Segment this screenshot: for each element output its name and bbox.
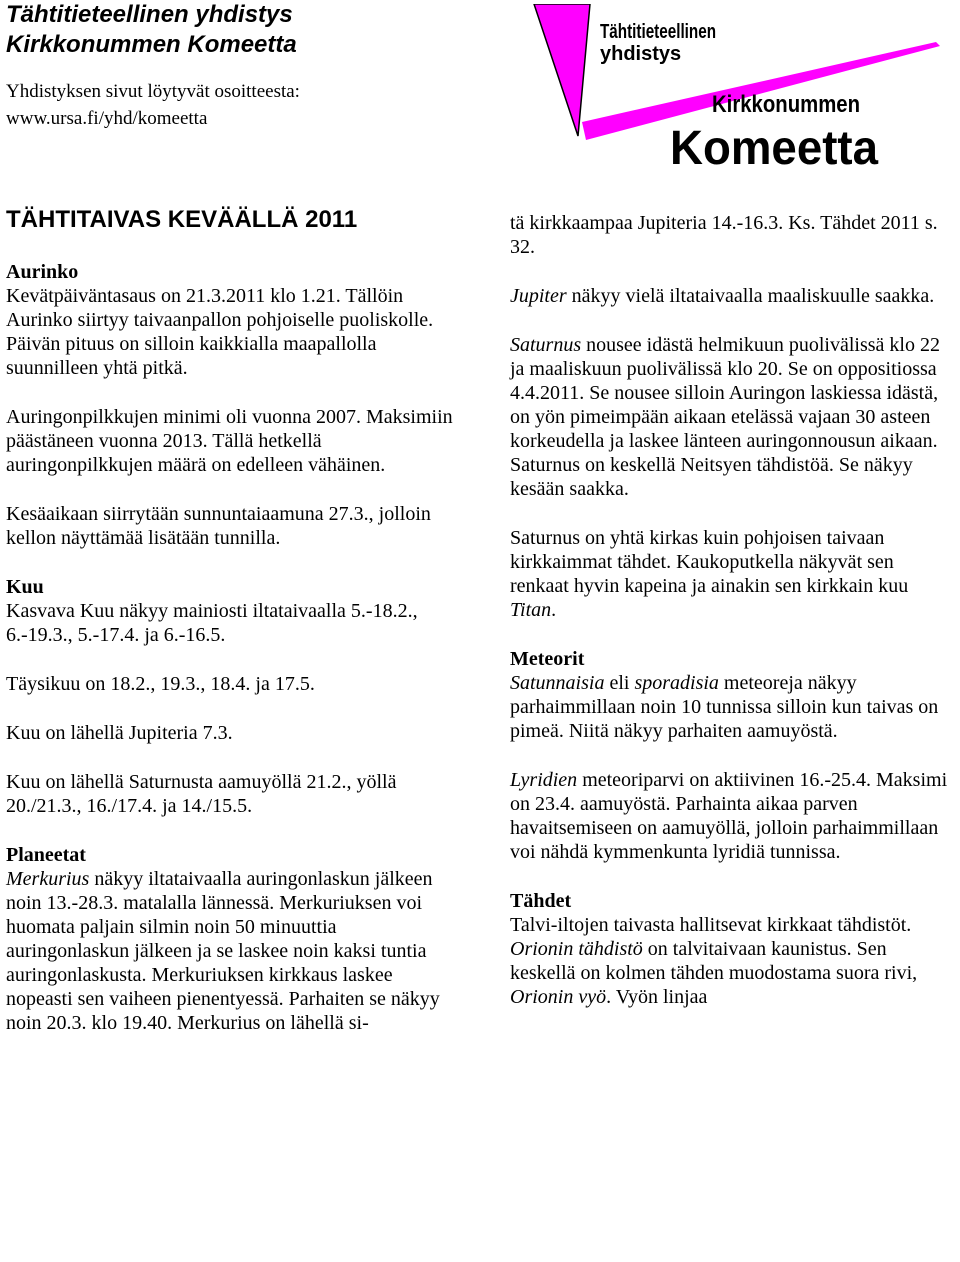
paragraph-aurinko-2: Auringonpilkkujen minimi oli vuonna 2007. Maksimiin päästäneen vuonna 2013. Tällä hetkellä auringonpilkkujen määrä on edelleen vähäinen. [6, 406, 453, 476]
paragraph-jupiter-text: näkyy vielä iltataivaalla maaliskuulle saakka. [566, 285, 935, 307]
paragraph-jupiter [510, 284, 955, 308]
planet-name-merkurius: Merkurius [6, 868, 90, 890]
website-note-text: Yhdistyksen sivut löytyvät osoitteesta: [6, 81, 300, 102]
logo-text-line4: Komeetta [670, 122, 879, 175]
planet-name-saturnus: Saturnus [510, 334, 582, 356]
comet-tail [534, 4, 590, 136]
paragraph-planeetat-1 [6, 867, 454, 1035]
logo-text-line3: Kirkkonummen [712, 91, 860, 118]
section-heading-tahdet: Tähdet [510, 890, 572, 912]
paragraph-tahdet-1-text-a: Talvi-iltojen taivasta hallitsevat kirkkaat tähdistöt. [510, 914, 912, 936]
paragraph-kuu-1: Kasvava Kuu näkyy mainiosti iltataivaalla 5.-18.2., 6.-19.3., 5.-17.4. ja 6.-16.5. [6, 600, 418, 646]
paragraph-planeetat-1-text: näkyy iltataivaalla auringonlaskun jälkeen noin 13.-28.3. matalalla lännessä. Merkuriuksen voi huomata paljain silmin noin 50 minuuttia auringonlaskun jälkeen ja se laskee noin kaksi tuntia auringonlaskusta. Merkuriuksen kirkkaus laskee nopeasti sen vaiheen pienentyessä. Parhaiten se näkyy noin 20.3. klo 19.40. Merkurius on lähellä si- [6, 868, 440, 1034]
paragraph-tahdet-1-text-c: . Vyön linjaa [606, 986, 708, 1008]
paragraph-aurinko-3: Kesäaikaan siirrytään sunnuntaiaamuna 27.3., jolloin kellon näyttämää lisätään tunnilla. [6, 503, 431, 549]
term-lyridien: Lyridien [510, 769, 578, 791]
paragraph-saturnus-2 [510, 526, 955, 622]
paragraph-meteorit-1-text-b: meteoreja näkyy parhaimmillaan noin 10 tunnissa silloin kun taivas on pimeä. Niitä näkyy parhaiten aamuyöstä. [510, 672, 939, 742]
paragraph-kuu-4: Kuu on lähellä Saturnusta aamuyöllä 21.2., yöllä 20./21.3., 16./17.4. ja 14./15.5. [6, 771, 397, 817]
paragraph-tahdet-1 [510, 913, 955, 1009]
term-satunnaisia: Satunnaisia [510, 672, 605, 694]
paragraph-saturnus-2-text-a: Saturnus on yhtä kirkas kuin pohjoisen taivaan kirkkaimmat tähdet. Kaukoputkella näkyvät sen renkaat hyvin kapeina ja ainakin sen kirkkain kuu [510, 527, 909, 597]
paragraph-kuu-3: Kuu on lähellä Jupiteria 7.3. [6, 722, 233, 744]
term-orionin-vyo: Orionin vyö [510, 986, 607, 1008]
paragraph-meteorit-2 [510, 768, 955, 864]
section-heading-kuu: Kuu [6, 576, 44, 598]
paragraph-saturnus-1-text: nousee idästä helmikuun puolivälissä klo 22 ja maaliskuun puolivälissä klo 20. Se on oppositiossa 4.4.2011. Se nousee silloin Auringon laskiessa idästä, on yön pimeimpään aikaan etelässä vajaan 30 asteen korkeudella ja laskee länteen auringonnousun aikaan. Saturnus on keskellä Neitsyen tähdistöä. Se näkyy kesään saakka. [510, 334, 940, 500]
paragraph-saturnus-2-text-b: . [551, 599, 557, 621]
organization-name-line1: Tähtitieteellinen yhdistys [6, 1, 293, 28]
organization-name [6, 0, 297, 60]
right-column [510, 211, 955, 1009]
komeetta-logo [520, 4, 960, 192]
term-orionin-tahdisto: Orionin tähdistö [510, 938, 643, 960]
planet-name-jupiter: Jupiter [510, 285, 567, 307]
paragraph-continuation: tä kirkkaampaa Jupiteria 14.-16.3. Ks. Tähdet 2011 s. 32. [510, 212, 938, 258]
organization-name-line2: Kirkkonummen Komeetta [6, 31, 297, 58]
moon-name-titan: Titan [510, 599, 552, 621]
paragraph-meteorit-1-text-a: eli [604, 672, 635, 694]
left-column [6, 260, 454, 1035]
term-sporadisia: sporadisia [634, 672, 719, 694]
paragraph-tahdet-1-text-b: on talvitaivaan kaunistus. Sen keskellä on kolmen tähden muodostama suora rivi, [510, 938, 918, 984]
paragraph-meteorit-1 [510, 671, 955, 743]
logo-text-line1: Tähtitieteellinen [600, 21, 716, 43]
logo-text-line2: yhdistys [600, 43, 682, 65]
website-url: www.ursa.fi/yhd/komeetta [6, 108, 208, 129]
paragraph-kuu-2: Täysikuu on 18.2., 19.3., 18.4. ja 17.5. [6, 673, 315, 695]
section-heading-aurinko: Aurinko [6, 261, 79, 283]
section-heading-planeetat: Planeetat [6, 844, 86, 866]
paragraph-saturnus-1 [510, 333, 955, 501]
page-title: TÄHTITAIVAS KEVÄÄLLÄ 2011 [6, 206, 358, 233]
paragraph-aurinko-1: Kevätpäiväntasaus on 21.3.2011 klo 1.21. Tällöin Aurinko siirtyy taivaanpallon pohjoiselle puoliskolle. Päivän pituus on silloin kaikkialla maapallolla suunnilleen yhtä pitkä. [6, 285, 434, 379]
section-heading-meteorit: Meteorit [510, 648, 585, 670]
paragraph-meteorit-2-text: meteoriparvi on aktiivinen 16.-25.4. Maksimi on 23.4. aamuyöstä. Parhainta aikaa parven havaitsemiseen on aamuyöllä, jolloin parhaimmillaan voi nähdä kymmenkunta lyridiä tunnissa. [510, 769, 948, 863]
website-note [6, 78, 300, 132]
